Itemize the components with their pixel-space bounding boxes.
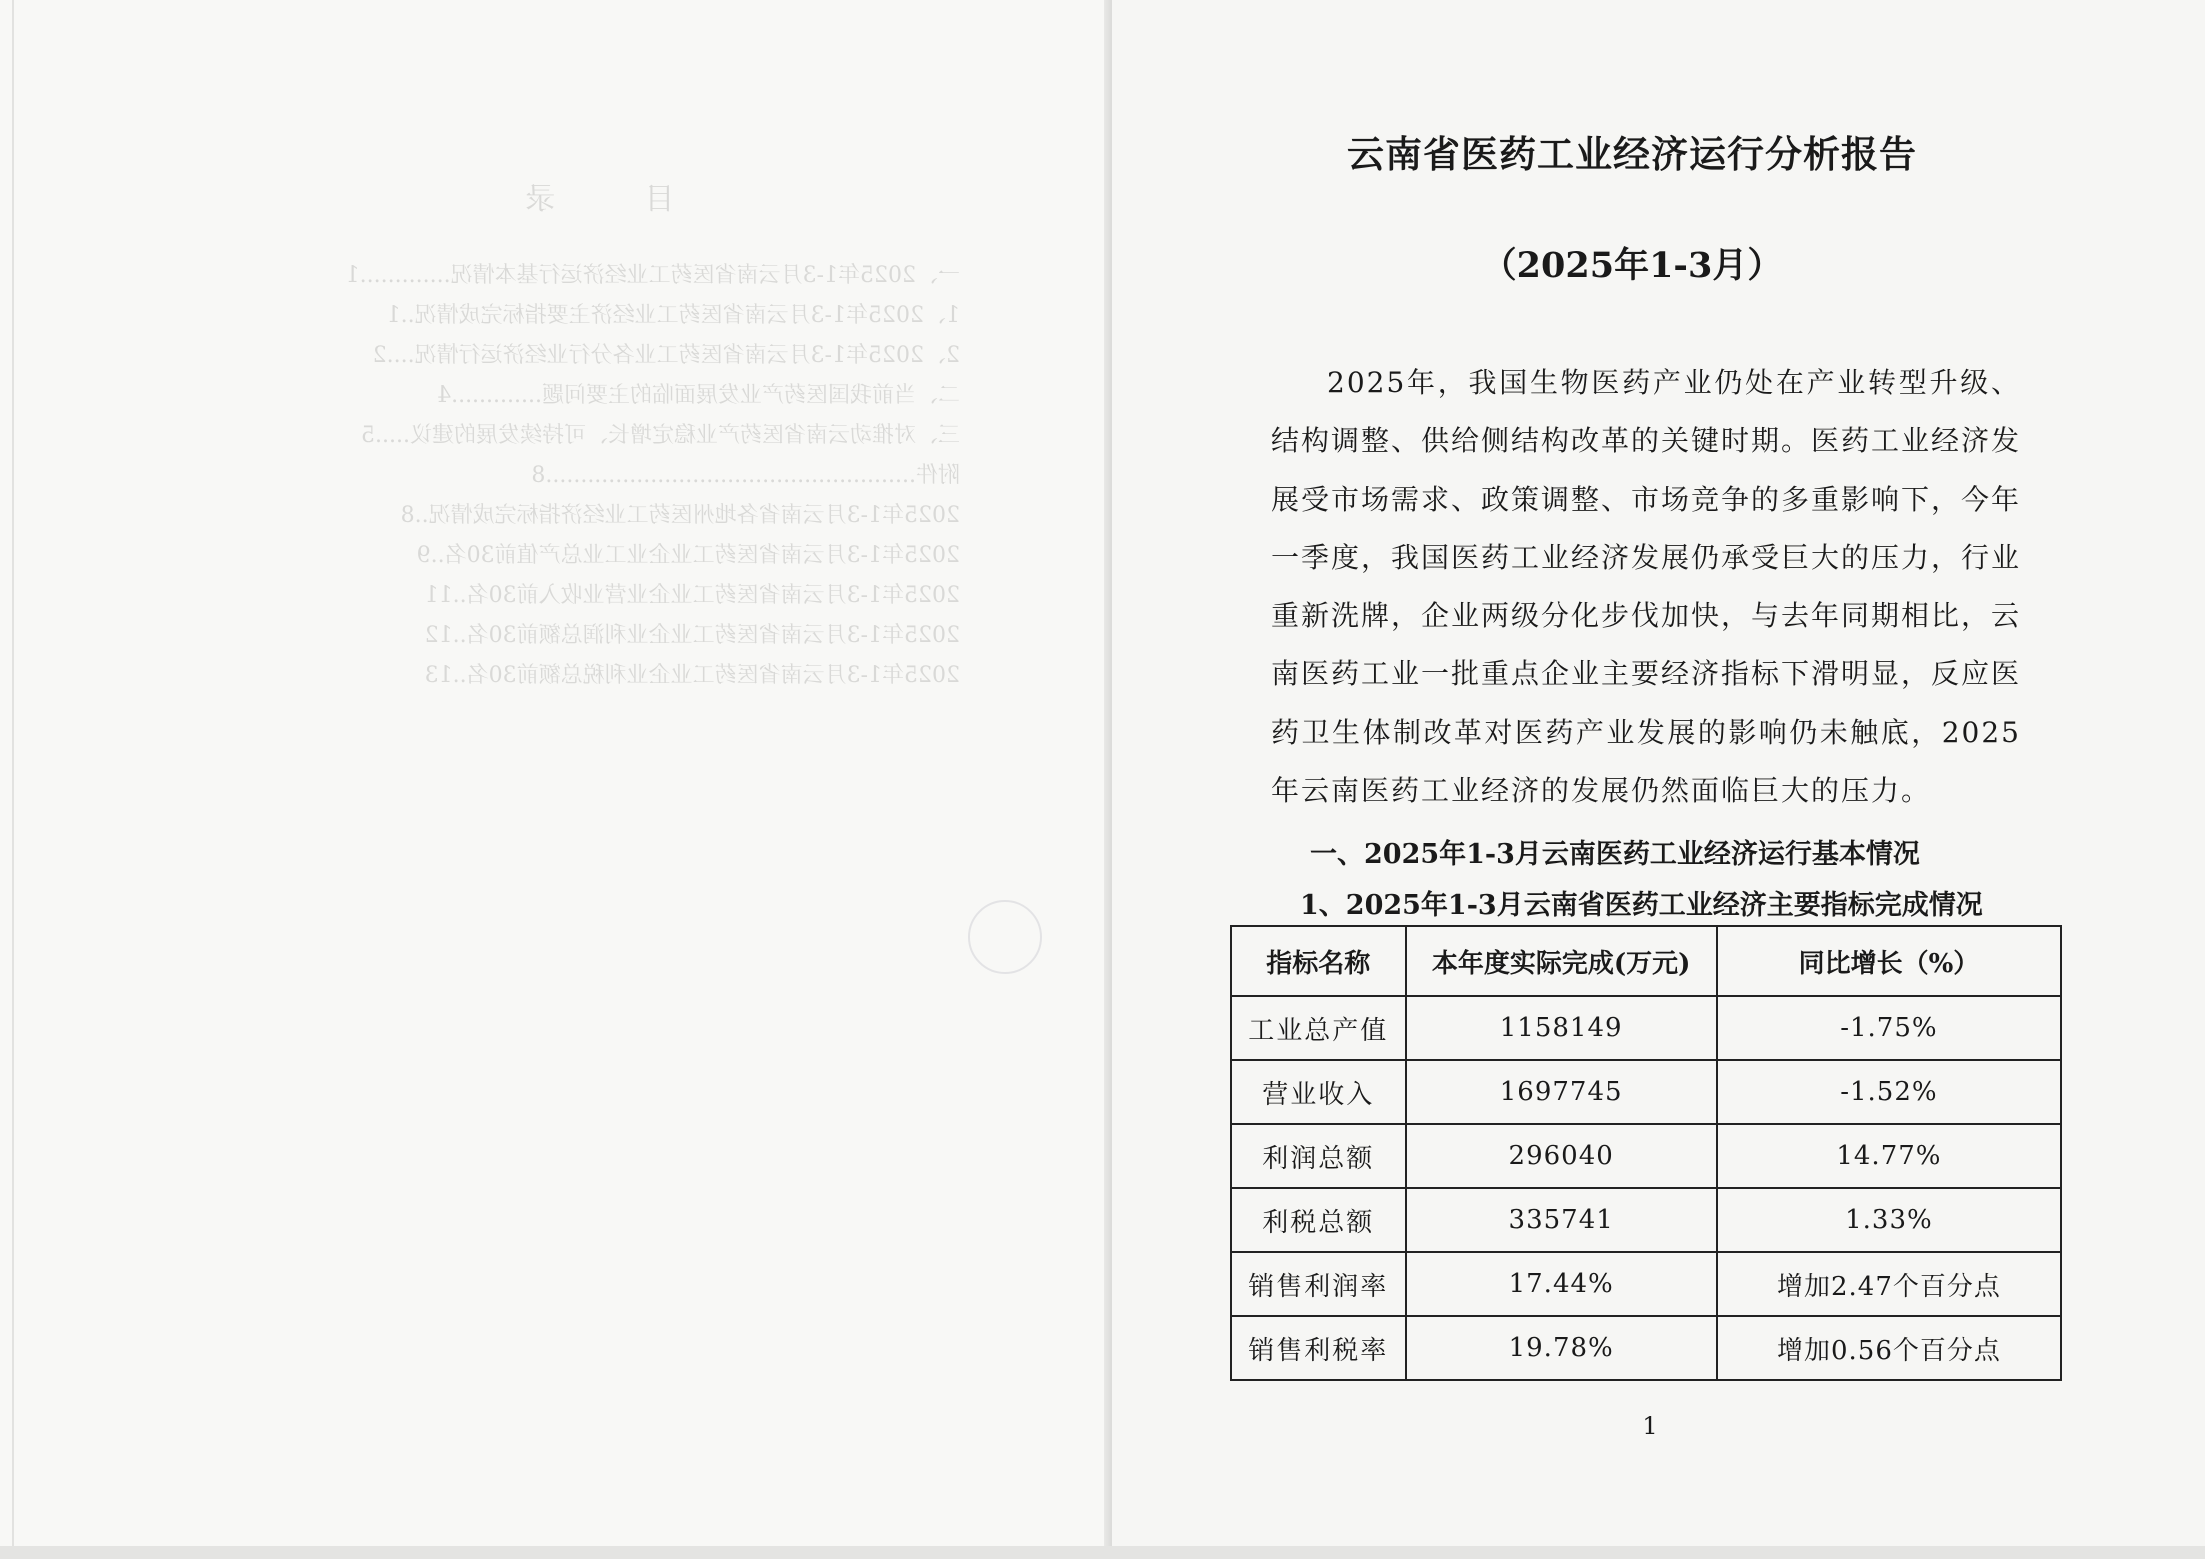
toc-line: 2025年1-3月云南省医药工业企业营业收入前30名..11 [424,583,960,608]
page-edge [0,1546,2205,1559]
stamp-ghost-mark [968,900,1042,974]
indicator-name: 销售利润率 [1231,1252,1406,1316]
toc-line: 二、当前我国医药产业发展面临的主要问题.............4 [437,383,960,408]
toc-title: 目 录 [485,182,675,217]
report-title: 云南省医药工业经济运行分析报告 [1347,132,1917,176]
indicator-value: 296040 [1406,1124,1717,1188]
indicator-name: 营业收入 [1231,1060,1406,1124]
column-header: 指标名称 [1231,926,1406,996]
indicator-value: 17.44% [1406,1252,1717,1316]
toc-line: 三、对推动云南省医药产业稳定增长、可持续发展的建议.....5 [361,423,960,448]
table-row [1231,1124,2061,1188]
indicator-value: 1158149 [1406,996,1717,1060]
toc-line: 附件.....................................................8 [531,463,960,488]
indicator-value: 335741 [1406,1188,1717,1252]
toc-line: 2、2025年1-3月云南省医药工业各分行业经济运行情况....2 [372,343,960,368]
indicator-value: 19.78% [1406,1316,1717,1380]
page-number: 1 [1642,1412,1658,1440]
bleed-through-toc [200,180,960,696]
toc-line: 一、2025年1-3月云南省医药工业经济运行基本情况.............1 [345,263,960,288]
table-header-row [1231,926,2061,996]
table-row [1231,1188,2061,1252]
indicator-value: 1697745 [1406,1060,1717,1124]
section-heading: 一、2025年1-3月云南医药工业经济运行基本情况 [1310,839,1920,870]
indicator-table [1230,925,2062,1381]
indicator-growth: 增加0.56个百分点 [1717,1316,2061,1380]
indicator-name: 利税总额 [1231,1188,1406,1252]
indicator-name: 销售利税率 [1231,1316,1406,1380]
toc-line: 2025年1-3月云南省医药工业企业利润总额前30名..12 [424,623,960,648]
toc-line: 2025年1-3月云南省医药工业企业工业总产值前30名..9 [416,543,960,568]
report-subtitle: （2025年1-3月） [1481,245,1783,286]
table-row [1231,1060,2061,1124]
page-edge [12,0,14,1559]
column-header: 本年度实际完成(万元) [1406,926,1717,996]
indicator-growth: 14.77% [1717,1124,2061,1188]
table-row [1231,996,2061,1060]
toc-line: 2025年1-3月云南省医药工业企业利税总额前30名..13 [424,663,960,688]
indicator-growth: 1.33% [1717,1188,2061,1252]
toc-line: 2025年1-3月云南省各地州医药工业经济指标完成情况..8 [400,503,960,528]
column-header: 同比增长（%） [1717,926,2061,996]
indicator-name: 工业总产值 [1231,996,1406,1060]
subsection-heading: 1、2025年1-3月云南省医药工业经济主要指标完成情况 [1300,890,1983,921]
table-row [1231,1316,2061,1380]
indicator-growth: -1.75% [1717,996,2061,1060]
table-row [1231,1252,2061,1316]
indicator-growth: 增加2.47个百分点 [1717,1252,2061,1316]
indicator-name: 利润总额 [1231,1124,1406,1188]
indicator-growth: -1.52% [1717,1060,2061,1124]
toc-line: 1、2025年1-3月云南省医药工业经济主要指标完成情况..1 [386,303,960,328]
intro-paragraph: 2025年，我国生物医药产业仍处在产业转型升级、结构调整、供给侧结构改革的关键时期。医药工业经济发展受市场需求、政策调整、市场竞争的多重影响下，今年一季度，我国医药工业经济发展仍承受巨大的压力，行业重新洗牌，企业两级分化步伐加快，与去年同期相比，云南医药工业一批重点企业主要经济指标下滑明显，反应医药卫生体制改革对医药产业发展的影响仍未触底，2025年云南医药工业经济的发展仍然面临巨大的压力。 [1271,366,2022,808]
